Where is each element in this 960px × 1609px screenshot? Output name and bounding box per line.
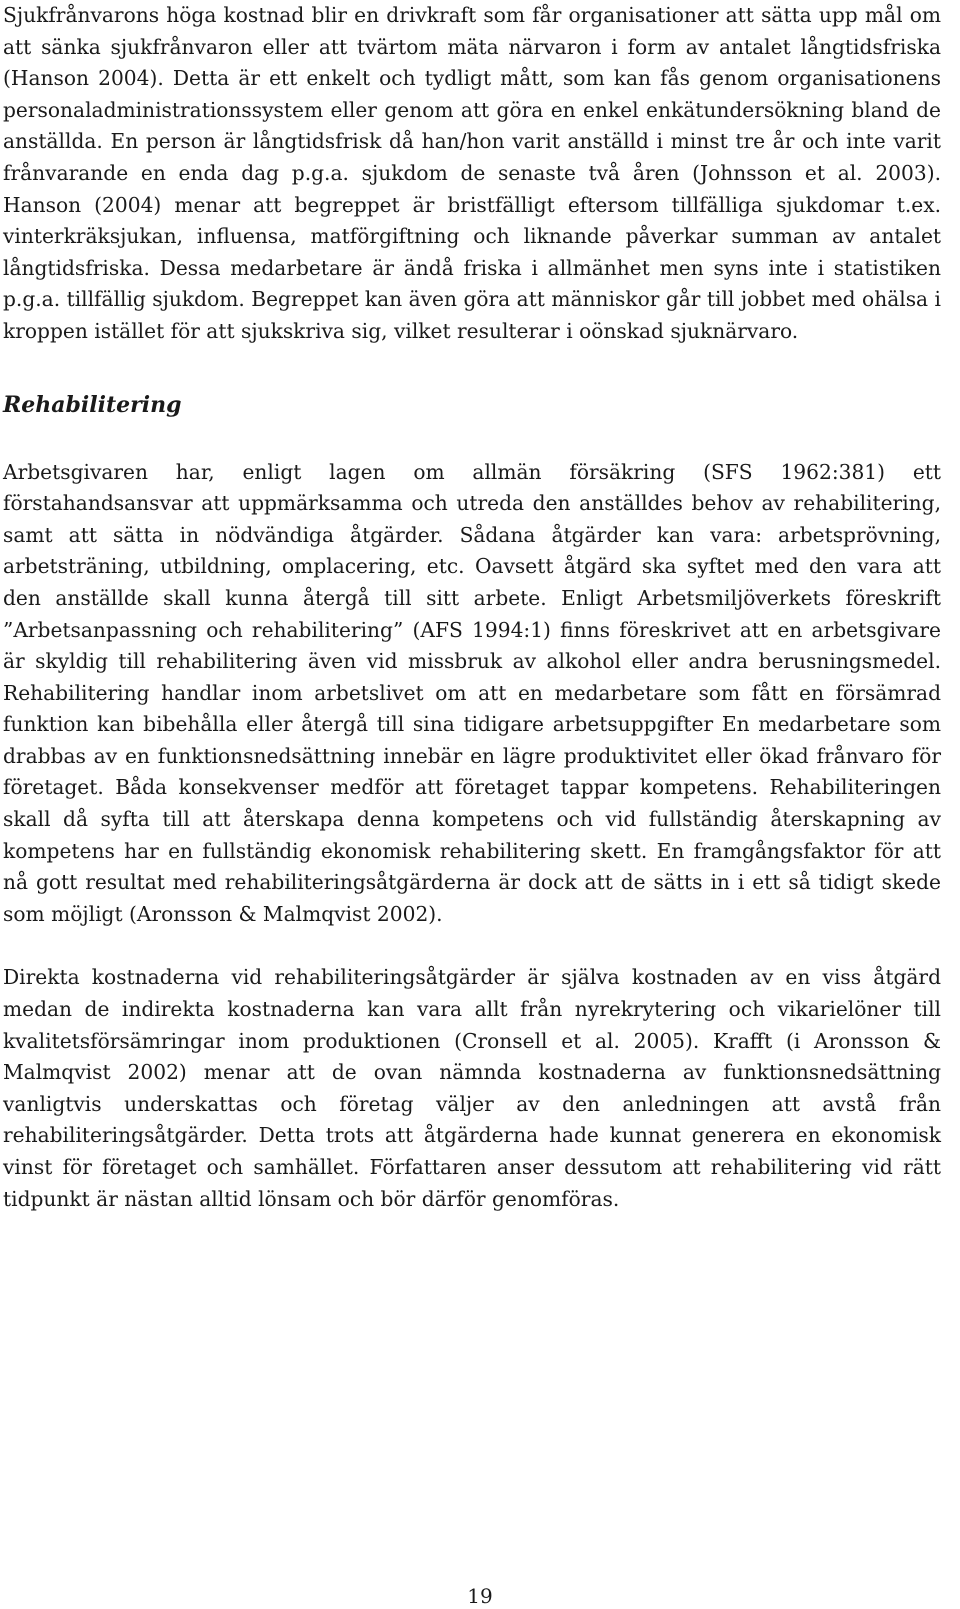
document-page [3,0,941,1215]
page-number: 19 [467,1584,493,1608]
body-paragraph-costs: Direkta kostnaderna vid rehabiliteringsåtgärder är själva kostnaden av en viss åtgärd medan de indirekta kostnaderna kan vara allt från nyrekrytering och vikarielöner till kvalitetsförsämringar inom produktionen (Cronsell et al. 2005). Krafft (i Aronsson & Malmqvist 2002) menar att de ovan nämnda kostnaderna av funktionsnedsättning vanligtvis underskattas och företag väljer av den anledningen att avstå från rehabiliteringsåtgärder. Detta trots att åtgärderna hade kunnat generera en ekonomisk vinst för företaget och samhället. Författaren anser dessutom att rehabilitering vid rätt tidpunkt är nästan alltid lönsam och bör därför genomföras. [3,965,941,1211]
section-heading-rehabilitering: Rehabilitering [3,391,182,418]
body-paragraph-sick-leave: Sjukfrånvarons höga kostnad blir en drivkraft som får organisationer att sätta upp mål om att sänka sjukfrånvaron eller att tvärtom mäta närvaron i form av antalet långtidsfriska (Hanson 2004). Detta är ett enkelt och tydligt mått, som kan fås genom organisationens personaladministrationssystem eller genom att göra en enkel enkätundersökning bland de anställda. En person är långtidsfrisk då han/hon varit anställd i minst tre år och inte varit frånvarande en enda dag p.g.a. sjukdom de senaste två åren (Johnsson et al. 2003). Hanson (2004) menar att begreppet är bristfälligt eftersom tillfälliga sjukdomar t.ex. vinterkräksjukan, influensa, matförgiftning och liknande påverkar summan av antalet långtidsfriska. Dessa medarbetare är ändå friska i allmänhet men syns inte i statistiken p.g.a. tillfällig sjukdom. Begreppet kan även göra att människor går till jobbet med ohälsa i kroppen istället för att sjukskriva sig, vilket resulterar i oönskad sjuknärvaro. [3,3,941,343]
body-paragraph-employer-responsibility: Arbetsgivaren har, enligt lagen om allmän försäkring (SFS 1962:381) ett förstahandsansvar att uppmärksamma och utreda den anställdes behov av rehabilitering, samt att sätta in nödvändiga åtgärder. Sådana åtgärder kan vara: arbetsprövning, arbetsträning, utbildning, omplacering, etc. Oavsett åtgärd ska syftet med den vara att den anställde skall kunna återgå till sitt arbete. Enligt Arbetsmiljöverkets föreskrift ”Arbetsanpassning och rehabilitering” (AFS 1994:1) finns föreskrivet att en arbetsgivare är skyldig till rehabilitering även vid missbruk av alkohol eller andra berusningsmedel. Rehabilitering handlar inom arbetslivet om att en medarbetare som fått en försämrad funktion kan bibehålla eller återgå till sina tidigare arbetsuppgifter En medarbetare som drabbas av en funktionsnedsättning innebär en lägre produktivitet eller ökad frånvaro för företaget. Båda konsekvenser medför att företaget tappar kompetens. Rehabiliteringen skall då syfta till att återskapa denna kompetens och vid fullständig återskapning av kompetens har en fullständig ekonomisk rehabilitering skett. En framgångsfaktor för att nå gott resultat med rehabiliteringsåtgärderna är dock att de sätts in i ett så tidigt skede som möjligt (Aronsson & Malmqvist 2002). [3,459,941,926]
